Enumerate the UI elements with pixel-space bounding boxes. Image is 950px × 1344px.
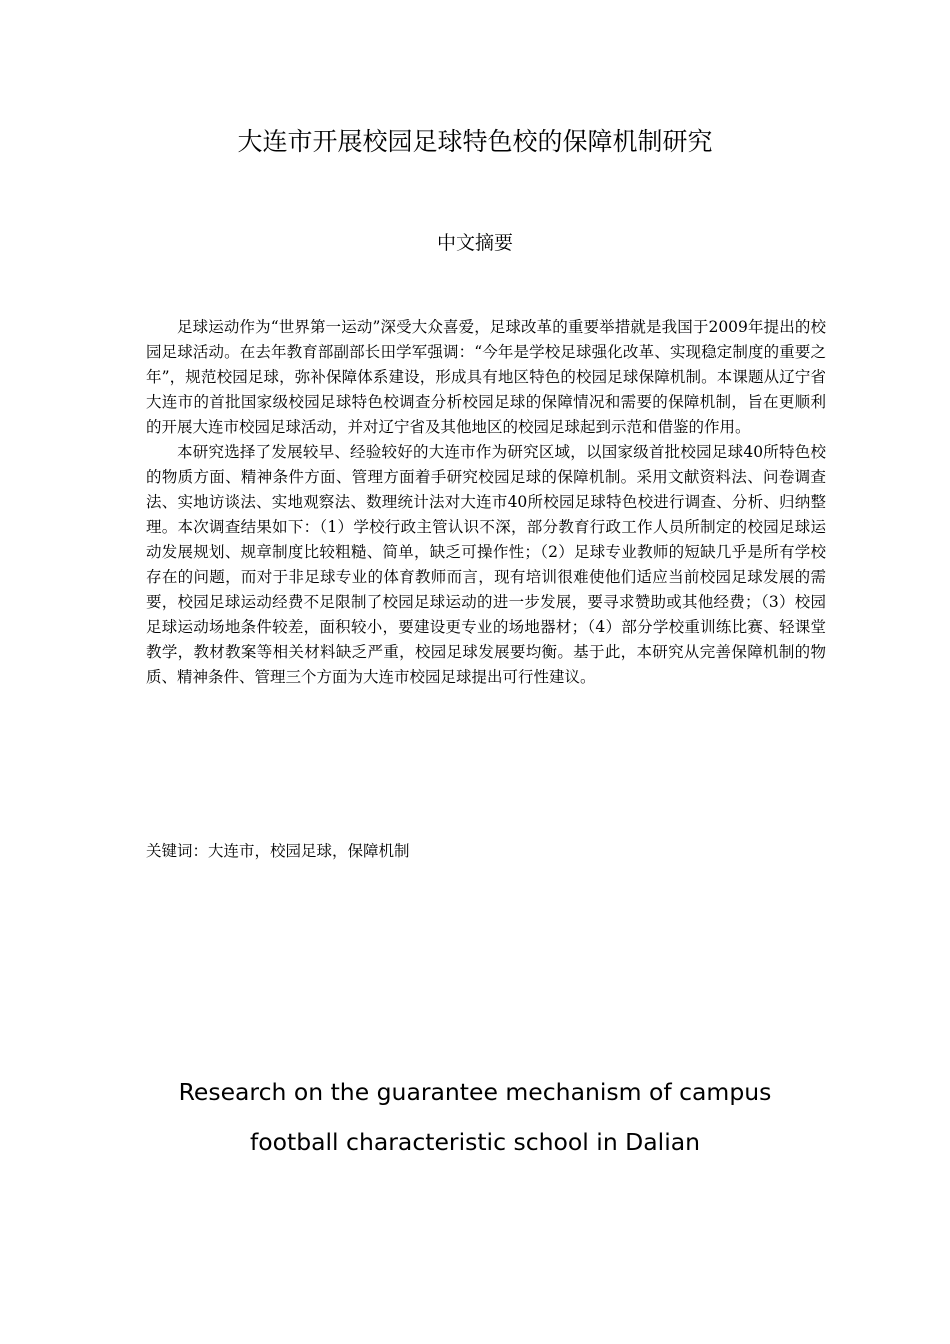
keywords-line: 关键词：大连市，校园足球，保障机制 [146, 842, 410, 860]
abstract-body [146, 315, 826, 690]
chinese-title: 大连市开展校园足球特色校的保障机制研究 [237, 127, 713, 156]
english-title-line: Research on the guarantee mechanism of campus [178, 1078, 772, 1106]
abstract-paragraph: 足球运动作为“世界第一运动”深受大众喜爱，足球改革的重要举措就是我国于2009年提出的校园足球活动。在去年教育部副部长田学军强调：“今年是学校足球强化改革、实现稳定制度的重要之年”，规范校园足球，弥补保障体系建设，形成具有地区特色的校园足球保障机制。本课题从辽宁省大连市的首批国家级校园足球特色校调查分析校园足球的保障情况和需要的保障机制，旨在更顺利的开展大连市校园足球活动，并对辽宁省及其他地区的校园足球起到示范和借鉴的作用。 [146, 318, 826, 436]
english-title [0, 1067, 950, 1167]
abstract-heading: 中文摘要 [436, 232, 513, 254]
english-title-line: football characteristic school in Dalian [249, 1128, 701, 1156]
abstract-paragraph: 本研究选择了发展较早、经验较好的大连市作为研究区域，以国家级首批校园足球40所特色校的物质方面、精神条件方面、管理方面着手研究校园足球的保障机制。采用文献资料法、问卷调查法、实地访谈法、实地观察法、数理统计法对大连市40所校园足球特色校进行调查、分析、归纳整理。本次调查结果如下：（1）学校行政主管认识不深，部分教育行政工作人员所制定的校园足球运动发展规划、规章制度比较粗糙、简单，缺乏可操作性；（2）足球专业教师的短缺几乎是所有学校存在的问题，而对于非足球专业的体育教师而言，现有培训很难使他们适应当前校园足球发展的需要，校园足球运动经费不足限制了校园足球运动的进一步发展，要寻求赞助或其他经费；（3）校园足球运动场地条件较差，面积较小，要建设更专业的场地器材；（4）部分学校重训练比赛、轻课堂教学，教材教案等相关材料缺乏严重，校园足球发展要均衡。基于此，本研究从完善保障机制的物质、精神条件、管理三个方面为大连市校园足球提出可行性建议。 [146, 443, 826, 686]
